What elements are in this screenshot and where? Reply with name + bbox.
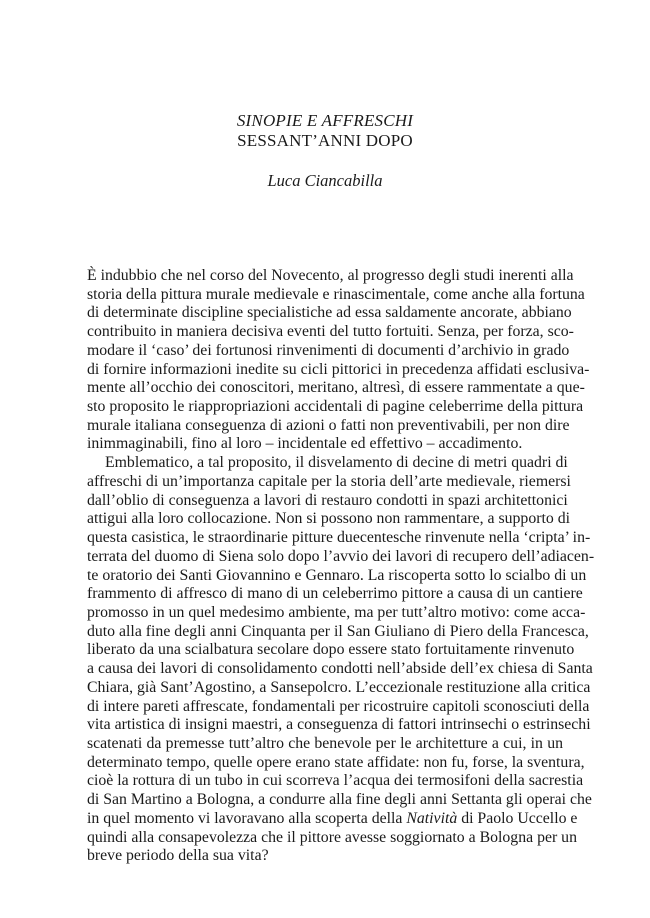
text-fragment: in quel momento vi lavoravano alla scoperta della (87, 809, 407, 827)
text-line: vita artistica di insigni maestri, a conseguenza di fattori intrinsechi o estrinsechi (87, 716, 591, 734)
text-line: duto alla fine degli anni Cinquanta per il San Giuliano di Piero della Francesca, (87, 622, 589, 640)
text-line: a causa dei lavori di consolidamento condotti nell’abside dell’ex chiesa di Santa (87, 660, 593, 678)
text-line: terrata del duomo di Siena solo dopo l’avvio dei lavori di recupero dell’adiacen- (87, 547, 595, 565)
author-name: Luca Ciancabilla (267, 171, 383, 190)
text-line: di determinate discipline specialistiche ad essa saldamente ancorate, abbiano (87, 304, 572, 322)
paragraph-2 (87, 454, 595, 866)
paragraph-1 (87, 267, 590, 454)
text-line: breve periodo della sua vita? (87, 847, 269, 865)
text-line: quindi alla consapevolezza che il pittore avesse soggiornato a Bologna per un (87, 828, 577, 846)
text-line: Emblematico, a tal proposito, il disvelamento di decine di metri quadri di (105, 454, 568, 472)
essay-subtitle: SESSANT’ANNI DOPO (237, 131, 413, 150)
text-line: liberato da una scialbatura secolare dopo essere stato fortuitamente rinvenuto (87, 641, 575, 659)
text-line: mente all’occhio dei conoscitori, meritano, altresì, di essere rammentate a que- (87, 379, 585, 397)
text-line: di intere pareti affrescate, fondamentali per ricostruire capitoli sconosciuti della (87, 697, 590, 715)
text-line: di San Martino a Bologna, a condurre alla fine degli anni Settanta gli operai che (87, 791, 592, 809)
essay-title: SINOPIE E AFFRESCHI (236, 111, 414, 130)
text-line: inimmaginabili, fino al loro – incidentale ed effettivo – accadimento. (87, 435, 523, 453)
text-line: frammento di affresco di mano di un celeberrimo pittore a causa di un cantiere (87, 585, 583, 603)
text-line: attigui alla loro collocazione. Non si possono non rammentare, a supporto di (87, 510, 571, 528)
text-line: determinato tempo, quelle opere erano state affidate: non fu, forse, la sventura, (87, 753, 585, 771)
text-line: scatenati da premesse tutt’altro che benevole per le architetture a cui, in un (87, 734, 563, 752)
text-line: cioè la rottura di un tubo in cui scorreva l’acqua dei termosifoni della sacrestia (87, 772, 584, 790)
text-line: contribuito in maniera decisiva eventi del tutto fortuiti. Senza, per forza, sco- (87, 323, 574, 341)
text-line-with-italic (87, 809, 578, 829)
text-line: dall’oblio di conseguenza a lavori di restauro condotti in spazi architettonici (87, 491, 568, 509)
text-line: modare il ‘caso’ dei fortunosi rinvenimenti di documenti d’archivio in grado (87, 341, 570, 359)
text-line: È indubbio che nel corso del Novecento, al progresso degli studi inerenti alla (87, 267, 574, 284)
text-line: promosso in un quel medesimo ambiente, ma per tutt’altro motivo: come acca- (87, 603, 586, 621)
text-line: affreschi di un’importanza capitale per la storia dell’arte medievale, riemersi (87, 472, 571, 490)
text-line: te oratorio dei Santi Giovannino e Gennaro. La riscoperta sotto lo scialbo di un (87, 566, 587, 584)
text-line: questa casistica, le straordinarie pitture duecentesche rinvenute nella ‘cripta’ in- (87, 529, 591, 547)
text-fragment: di Paolo Uccello e (457, 809, 578, 827)
italic-title-nativita: Natività (406, 809, 458, 827)
text-line: di fornire informazioni inedite su cicli pittorici in precedenza affidati esclusiva- (87, 360, 590, 378)
text-line: Chiara, già Sant’Agostino, a Sansepolcro. L’eccezionale restituzione alla critica (87, 678, 591, 696)
body-text (87, 267, 595, 866)
text-line: storia della pittura murale medievale e rinascimentale, come anche alla fortuna (87, 285, 585, 303)
text-line: murale italiana conseguenza di azioni o fatti non preventivabili, per non dire (87, 416, 570, 434)
text-line: sto proposito le riappropriazioni accidentali di pagine celeberrime della pittura (87, 398, 584, 416)
